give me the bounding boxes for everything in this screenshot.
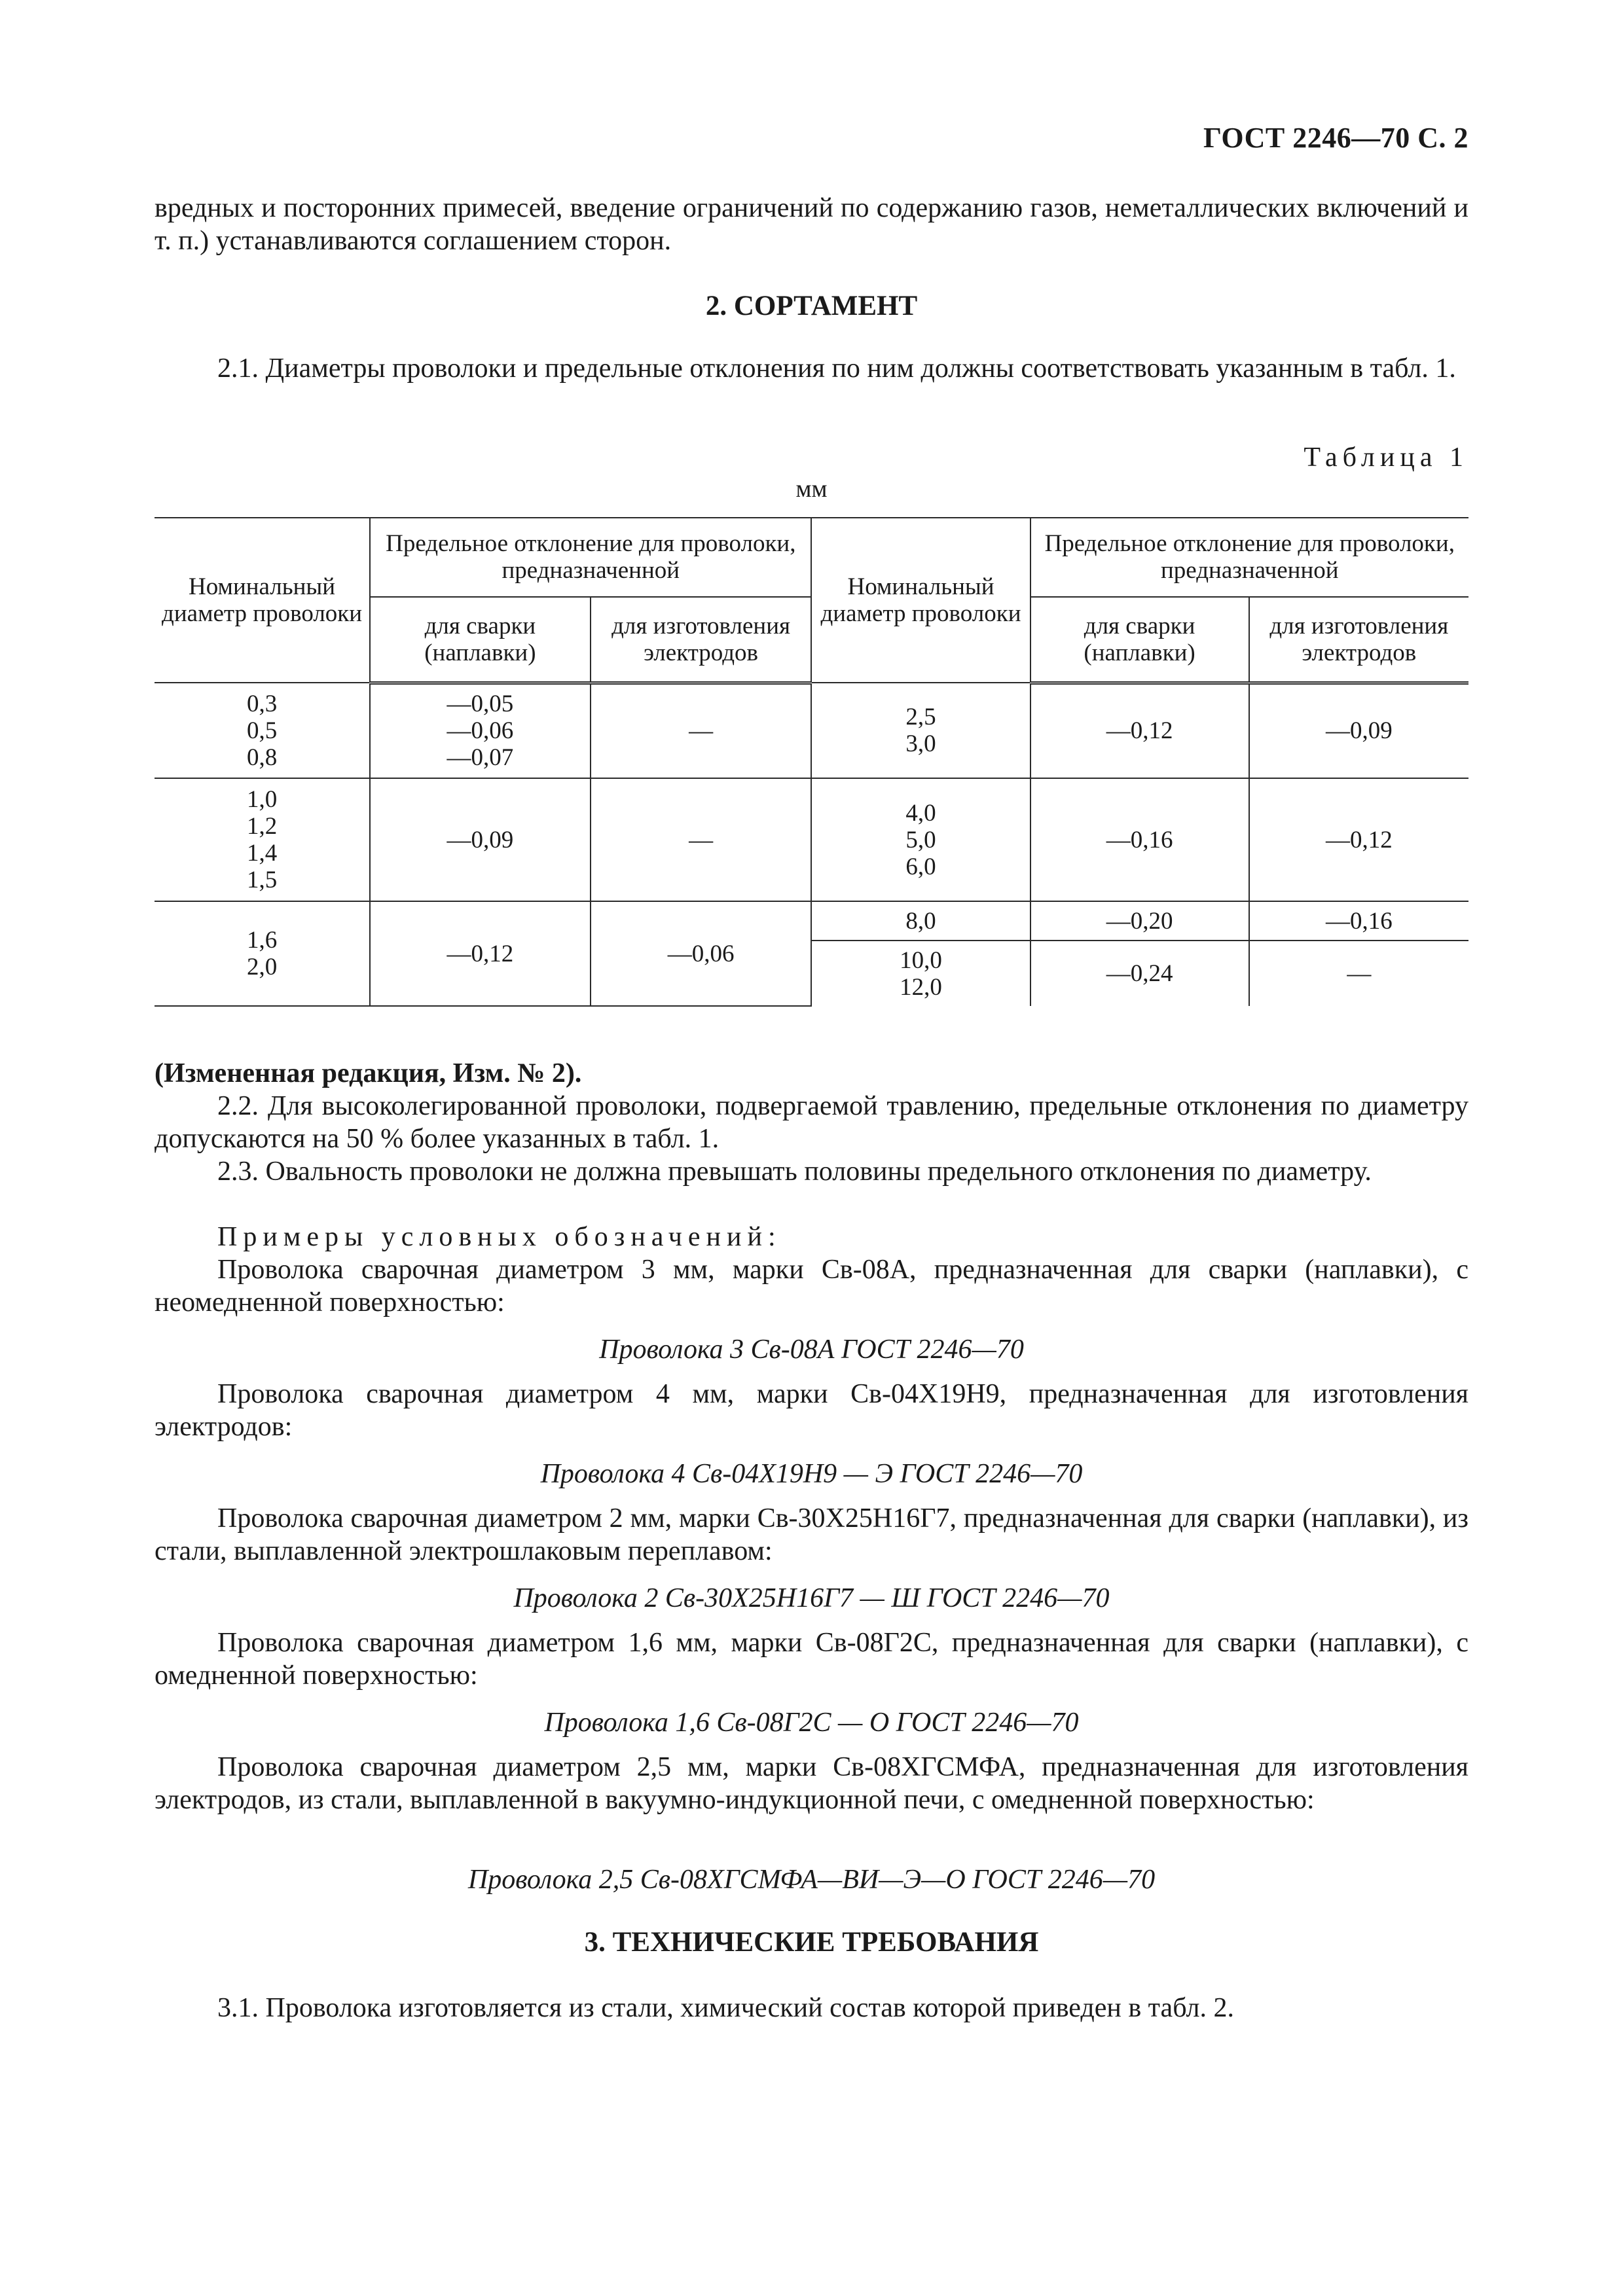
electrodes-cell: —0,12 (1249, 778, 1468, 901)
revision-note: (Измененная редакция, Изм. № 2). (155, 1058, 582, 1088)
intro-paragraph: вредных и посторонних примесей, введение ограничений по содержанию газов, неметаллических включений и т. п.) устанавливаются соглашением сторон. (155, 193, 1468, 256)
electrodes-cell: — (591, 683, 812, 778)
diam-cell: 1,0 1,2 1,4 1,5 (155, 778, 370, 901)
example-5-desc: Проволока сварочная диаметром 2,5 мм, марки Св-08ХГСМФА, предназначенная для изготовления электродов, из стали, выплавленной в вакуумно-индукционной печи, с омедненной поверхностью: (155, 1752, 1468, 1815)
table-row (155, 901, 1468, 941)
diam-cell: 4,0 5,0 6,0 (811, 778, 1030, 901)
diam-cell: 1,6 2,0 (155, 901, 370, 1006)
example-5-designation: Проволока 2,5 Св-08ХГСМФА—ВИ—Э—О ГОСТ 2246—70 (467, 1865, 1156, 1895)
example-2-desc: Проволока сварочная диаметром 4 мм, марки Св-04Х19Н9, предназначенная для изготовления электродов: (155, 1379, 1468, 1442)
diam-cell: 2,5 3,0 (811, 683, 1030, 778)
electrodes-cell: — (591, 778, 812, 901)
example-1-designation: Проволока 3 Св-08А ГОСТ 2246—70 (599, 1335, 1024, 1365)
header-electrodes-right: для изготовления электродов (1249, 597, 1468, 683)
header-deviation-right: Предельное отклонение для проволоки, предназначенной (1030, 518, 1468, 597)
electrodes-cell: —0,09 (1249, 683, 1468, 778)
diam-cell: 8,0 (811, 901, 1030, 941)
paragraph-2-3: 2.3. Овальность проволоки не должна превышать половины предельного отклонения по диаметру. (217, 1157, 1372, 1187)
diam-cell: 0,3 0,5 0,8 (155, 683, 370, 778)
example-3-desc: Проволока сварочная диаметром 2 мм, марки Св-30Х25Н16Г7, предназначенная для сварки (наплавки), из стали, выплавленной электрошлаковым переплавом: (155, 1503, 1468, 1566)
electrodes-cell: — (1249, 941, 1468, 1006)
header-nominal-right: Номинальный диаметр проволоки (811, 518, 1030, 683)
welding-cell: —0,20 (1030, 901, 1249, 941)
page-header: ГОСТ 2246—70 С. 2 (1203, 122, 1468, 154)
paragraph-2-2: 2.2. Для высоколегированной проволоки, подвергаемой травлению, предельные отклонения по диаметру допускаются на 50 % более указанных в табл. 1. (155, 1091, 1468, 1154)
header-welding-right: для сварки (наплавки) (1030, 597, 1249, 683)
section-3-title: 3. ТЕХНИЧЕСКИЕ ТРЕБОВАНИЯ (584, 1927, 1039, 1958)
welding-cell: —0,12 (1030, 683, 1249, 778)
electrodes-cell: —0,16 (1249, 901, 1468, 941)
header-nominal-left: Номинальный диаметр проволоки (155, 518, 370, 683)
header-electrodes-left: для изготовления электродов (591, 597, 812, 683)
electrodes-cell: —0,06 (591, 901, 812, 1006)
table-label: Таблица 1 (1304, 442, 1468, 473)
example-3-designation: Проволока 2 Св-30Х25Н16Г7 — Ш ГОСТ 2246—70 (513, 1583, 1110, 1613)
section-2-title: 2. СОРТАМЕНТ (705, 291, 918, 321)
example-1-desc: Проволока сварочная диаметром 3 мм, марки Св-08А, предназначенная для сварки (наплавки), с неомедненной поверхностью: (155, 1255, 1468, 1318)
header-deviation-left: Предельное отклонение для проволоки, предназначенной (370, 518, 811, 597)
example-4-desc: Проволока сварочная диаметром 1,6 мм, марки Св-08Г2С, предназначенная для сварки (наплавки), с омедненной поверхностью: (155, 1628, 1468, 1691)
table-row (155, 778, 1468, 901)
welding-cell: —0,16 (1030, 778, 1249, 901)
paragraph-3-1: 3.1. Проволока изготовляется из стали, химический состав которой приведен в табл. 2. (217, 1993, 1234, 2023)
document-page (155, 0, 1468, 2296)
table-row (155, 683, 1468, 778)
table-1 (155, 517, 1468, 1007)
diam-cell: 10,0 12,0 (811, 941, 1030, 1006)
paragraph-2-1: 2.1. Диаметры проволоки и предельные отклонения по ним должны соответствовать указанным в табл. 1. (217, 353, 1456, 384)
table-unit: мм (795, 475, 828, 503)
welding-cell: —0,12 (370, 901, 591, 1006)
examples-title: Примеры условных обозначений: (217, 1222, 782, 1252)
example-4-designation: Проволока 1,6 Св-08Г2С — О ГОСТ 2246—70 (544, 1708, 1079, 1738)
welding-cell: —0,05 —0,06 —0,07 (370, 683, 591, 778)
welding-cell: —0,24 (1030, 941, 1249, 1006)
example-2-designation: Проволока 4 Св-04Х19Н9 — Э ГОСТ 2246—70 (540, 1459, 1083, 1489)
header-welding-left: для сварки (наплавки) (370, 597, 591, 683)
welding-cell: —0,09 (370, 778, 591, 901)
